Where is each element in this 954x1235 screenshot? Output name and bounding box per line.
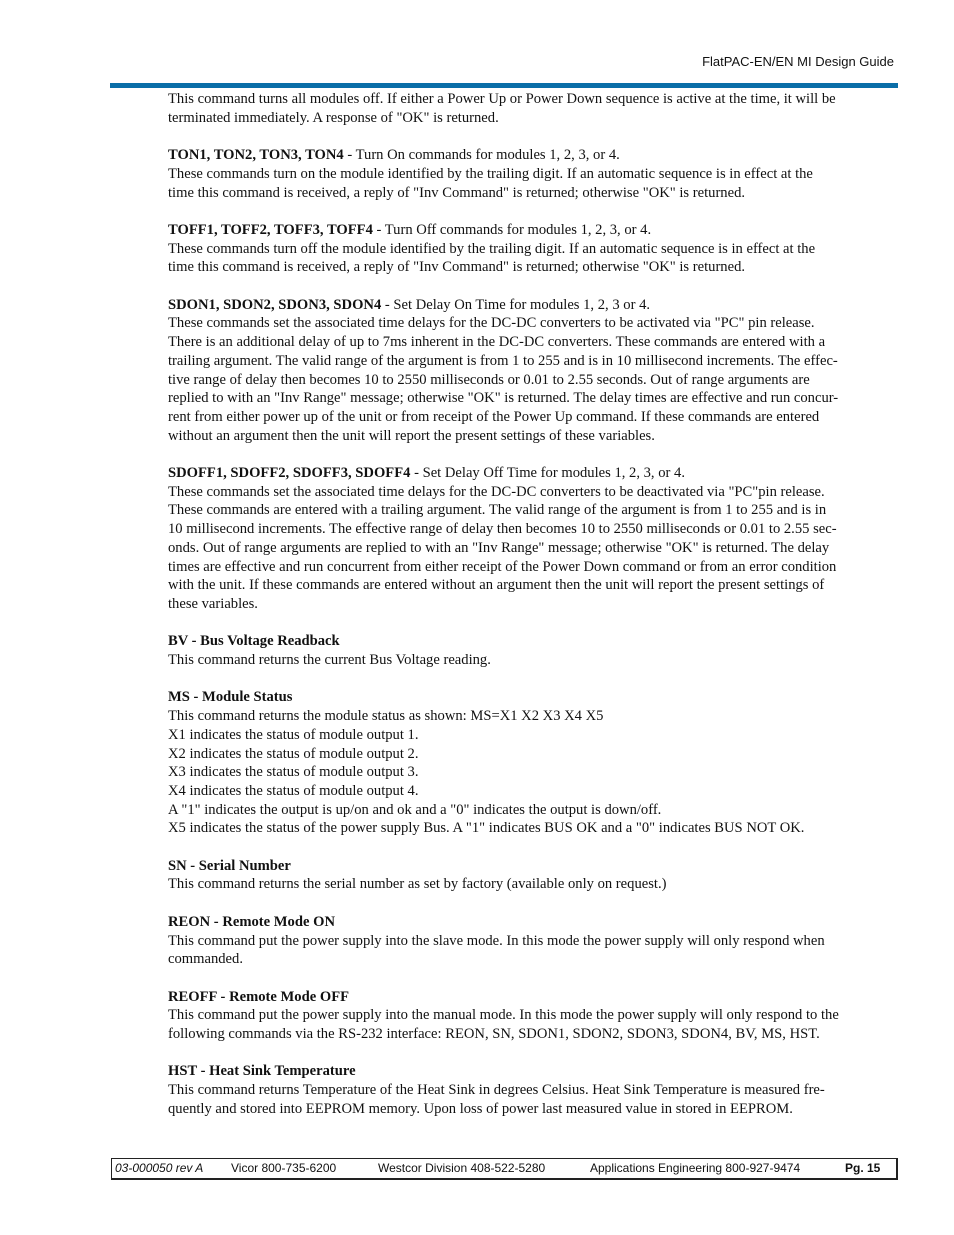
- section-heading-line: [168, 146, 896, 165]
- body-line: This command returns the current Bus Voltage reading.: [168, 652, 491, 669]
- body-line: quently and stored into EEPROM memory. Upon loss of power last measured value in stored in EEPROM.: [168, 1100, 793, 1117]
- body-line: these variables.: [168, 595, 258, 612]
- body-line: This command returns the module status as shown: MS=X1 X2 X3 X4 X5: [168, 708, 604, 725]
- body-line: X5 indicates the status of the power supply Bus. A "1" indicates BUS OK and a "0" indicates BUS NOT OK.: [168, 820, 805, 837]
- section-heading: TON1, TON2, TON3, TON4: [168, 147, 344, 164]
- section-heading: REOFF - Remote Mode OFF: [168, 988, 350, 1005]
- page-footer: [111, 1158, 898, 1180]
- footer-westcor-phone: Westcor Division 408-522-5280: [378, 1161, 546, 1175]
- section-subtitle: - Turn Off commands for modules 1, 2, 3, or 4.: [372, 221, 652, 238]
- section-heading-line: [168, 464, 896, 483]
- command-section: [168, 296, 896, 446]
- body-line: without an argument then the unit will report the present settings of these variables.: [168, 427, 655, 444]
- body-line: X2 indicates the status of module output 2.: [168, 745, 419, 762]
- section-heading-line: [168, 296, 896, 315]
- body-line: These commands set the associated time delays for the DC-DC converters to be activated via "PC" pin release.: [168, 315, 815, 332]
- body-line: There is an additional delay of up to 7ms inherent in the DC-DC converters. These commands are entered with a: [168, 334, 826, 351]
- body-line: This command returns the serial number as set by factory (available only on request.): [168, 876, 667, 893]
- page-header-title: FlatPAC-EN/EN MI Design Guide: [702, 54, 894, 69]
- section-heading-line: [168, 1062, 896, 1081]
- section-heading-line: [168, 221, 896, 240]
- command-section: [168, 221, 896, 277]
- section-heading: SDON1, SDON2, SDON3, SDON4: [168, 296, 382, 313]
- footer-page-number: Pg. 15: [845, 1161, 881, 1175]
- footer-vicor-phone: Vicor 800-735-6200: [231, 1161, 337, 1175]
- body-line: tive range of delay then becomes 10 to 2550 milliseconds or 0.01 to 2.55 seconds. Out of range arguments are: [168, 371, 810, 388]
- section-heading: SDOFF1, SDOFF2, SDOFF3, SDOFF4: [168, 465, 411, 481]
- body-line: following commands via the RS-232 interface: REON, SN, SDON1, SDON2, SDON3, SDON4, BV, MS, HST.: [168, 1026, 820, 1043]
- body-line: commanded.: [168, 951, 243, 968]
- body-line: trailing argument. The valid range of the argument is from 1 to 255 and is in 10 millisecond increments. The effec-: [168, 352, 838, 369]
- section-heading: REON - Remote Mode ON: [168, 913, 335, 930]
- body-line: X4 indicates the status of module output 4.: [168, 782, 419, 799]
- section-heading: TOFF1, TOFF2, TOFF3, TOFF4: [168, 221, 373, 238]
- body-line: These commands are entered with a trailing argument. The valid range of the argument is from 1 to 255 and is in: [168, 502, 827, 519]
- section-heading: SN - Serial Number: [168, 857, 291, 874]
- section-heading-line: [168, 857, 896, 876]
- command-section: [168, 464, 896, 614]
- command-section: [168, 632, 896, 669]
- body-line: These commands set the associated time delays for the DC-DC converters to be deactivated via "PC"pin release.: [168, 483, 825, 500]
- section-subtitle: - Set Delay Off Time for modules 1, 2, 3, or 4.: [410, 465, 685, 481]
- body-line: terminated immediately. A response of "OK" is returned.: [168, 109, 499, 126]
- command-section: [168, 1062, 896, 1118]
- body-line: onds. Out of range arguments are replied to with an "Inv Range" message; otherwise "OK" is returned. The delay: [168, 539, 830, 556]
- body-line: These commands turn on the module identified by the trailing digit. If an automatic sequence is in effect at the: [168, 165, 813, 182]
- footer-applications-phone: Applications Engineering 800-927-9474: [590, 1161, 801, 1175]
- body-line: A "1" indicates the output is up/on and ok and a "0" indicates the output is down/off.: [168, 801, 662, 818]
- body-line: X1 indicates the status of module output 1.: [168, 726, 419, 743]
- footer-doc-number: 03-000050 rev A: [115, 1161, 204, 1175]
- command-section: [168, 913, 896, 969]
- command-section: [168, 146, 896, 202]
- section-heading-line: [168, 913, 896, 932]
- command-section: [168, 688, 896, 838]
- body-line: time this command is received, a reply of "Inv Command" is returned; otherwise "OK" is returned.: [168, 184, 746, 201]
- section-heading: BV - Bus Voltage Readback: [168, 633, 340, 650]
- body-line: This command put the power supply into the slave mode. In this mode the power supply will only respond when: [168, 932, 825, 949]
- section-heading-line: [168, 688, 896, 707]
- body-line: This command put the power supply into the manual mode. In this mode the power supply will only respond to the: [168, 1007, 839, 1024]
- section-heading-line: [168, 632, 896, 651]
- body-line: replied to with an "Inv Range" message; otherwise "OK" is returned. The delay times are effective and run concur-: [168, 390, 839, 407]
- header-rule: [110, 83, 898, 88]
- body-line: This command turns all modules off. If either a Power Up or Power Down sequence is active at the time, it will be: [168, 91, 836, 107]
- section-subtitle: - Set Delay On Time for modules 1, 2, 3 or 4.: [381, 296, 651, 313]
- intro-paragraph: [168, 90, 896, 127]
- command-sections: [168, 146, 896, 1118]
- section-subtitle: - Turn On commands for modules 1, 2, 3, or 4.: [343, 147, 620, 164]
- document-body: [168, 90, 896, 1137]
- body-line: time this command is received, a reply of "Inv Command" is returned; otherwise "OK" is returned.: [168, 259, 746, 276]
- command-section: [168, 988, 896, 1044]
- body-line: X3 indicates the status of module output 3.: [168, 764, 419, 781]
- body-line: These commands turn off the module identified by the trailing digit. If an automatic sequence is in effect at the: [168, 240, 816, 257]
- command-section: [168, 857, 896, 894]
- body-line: with the unit. If these commands are entered without an argument then the unit will report the present settings of: [168, 577, 825, 594]
- body-line: times are effective and run concurrent from either receipt of the Power Down command or from an error condition: [168, 558, 837, 575]
- section-heading: HST - Heat Sink Temperature: [168, 1063, 356, 1080]
- section-heading-line: [168, 988, 896, 1007]
- body-line: rent from either power up of the unit or from receipt of the Power Up command. If these commands are entered: [168, 408, 820, 425]
- body-line: This command returns Temperature of the Heat Sink in degrees Celsius. Heat Sink Temperature is measured fre-: [168, 1082, 825, 1099]
- body-line: 10 millisecond increments. The effective range of delay then becomes 10 to 2550 milliseconds or 0.01 to 2.55 sec-: [168, 521, 837, 538]
- section-heading: MS - Module Status: [168, 689, 293, 706]
